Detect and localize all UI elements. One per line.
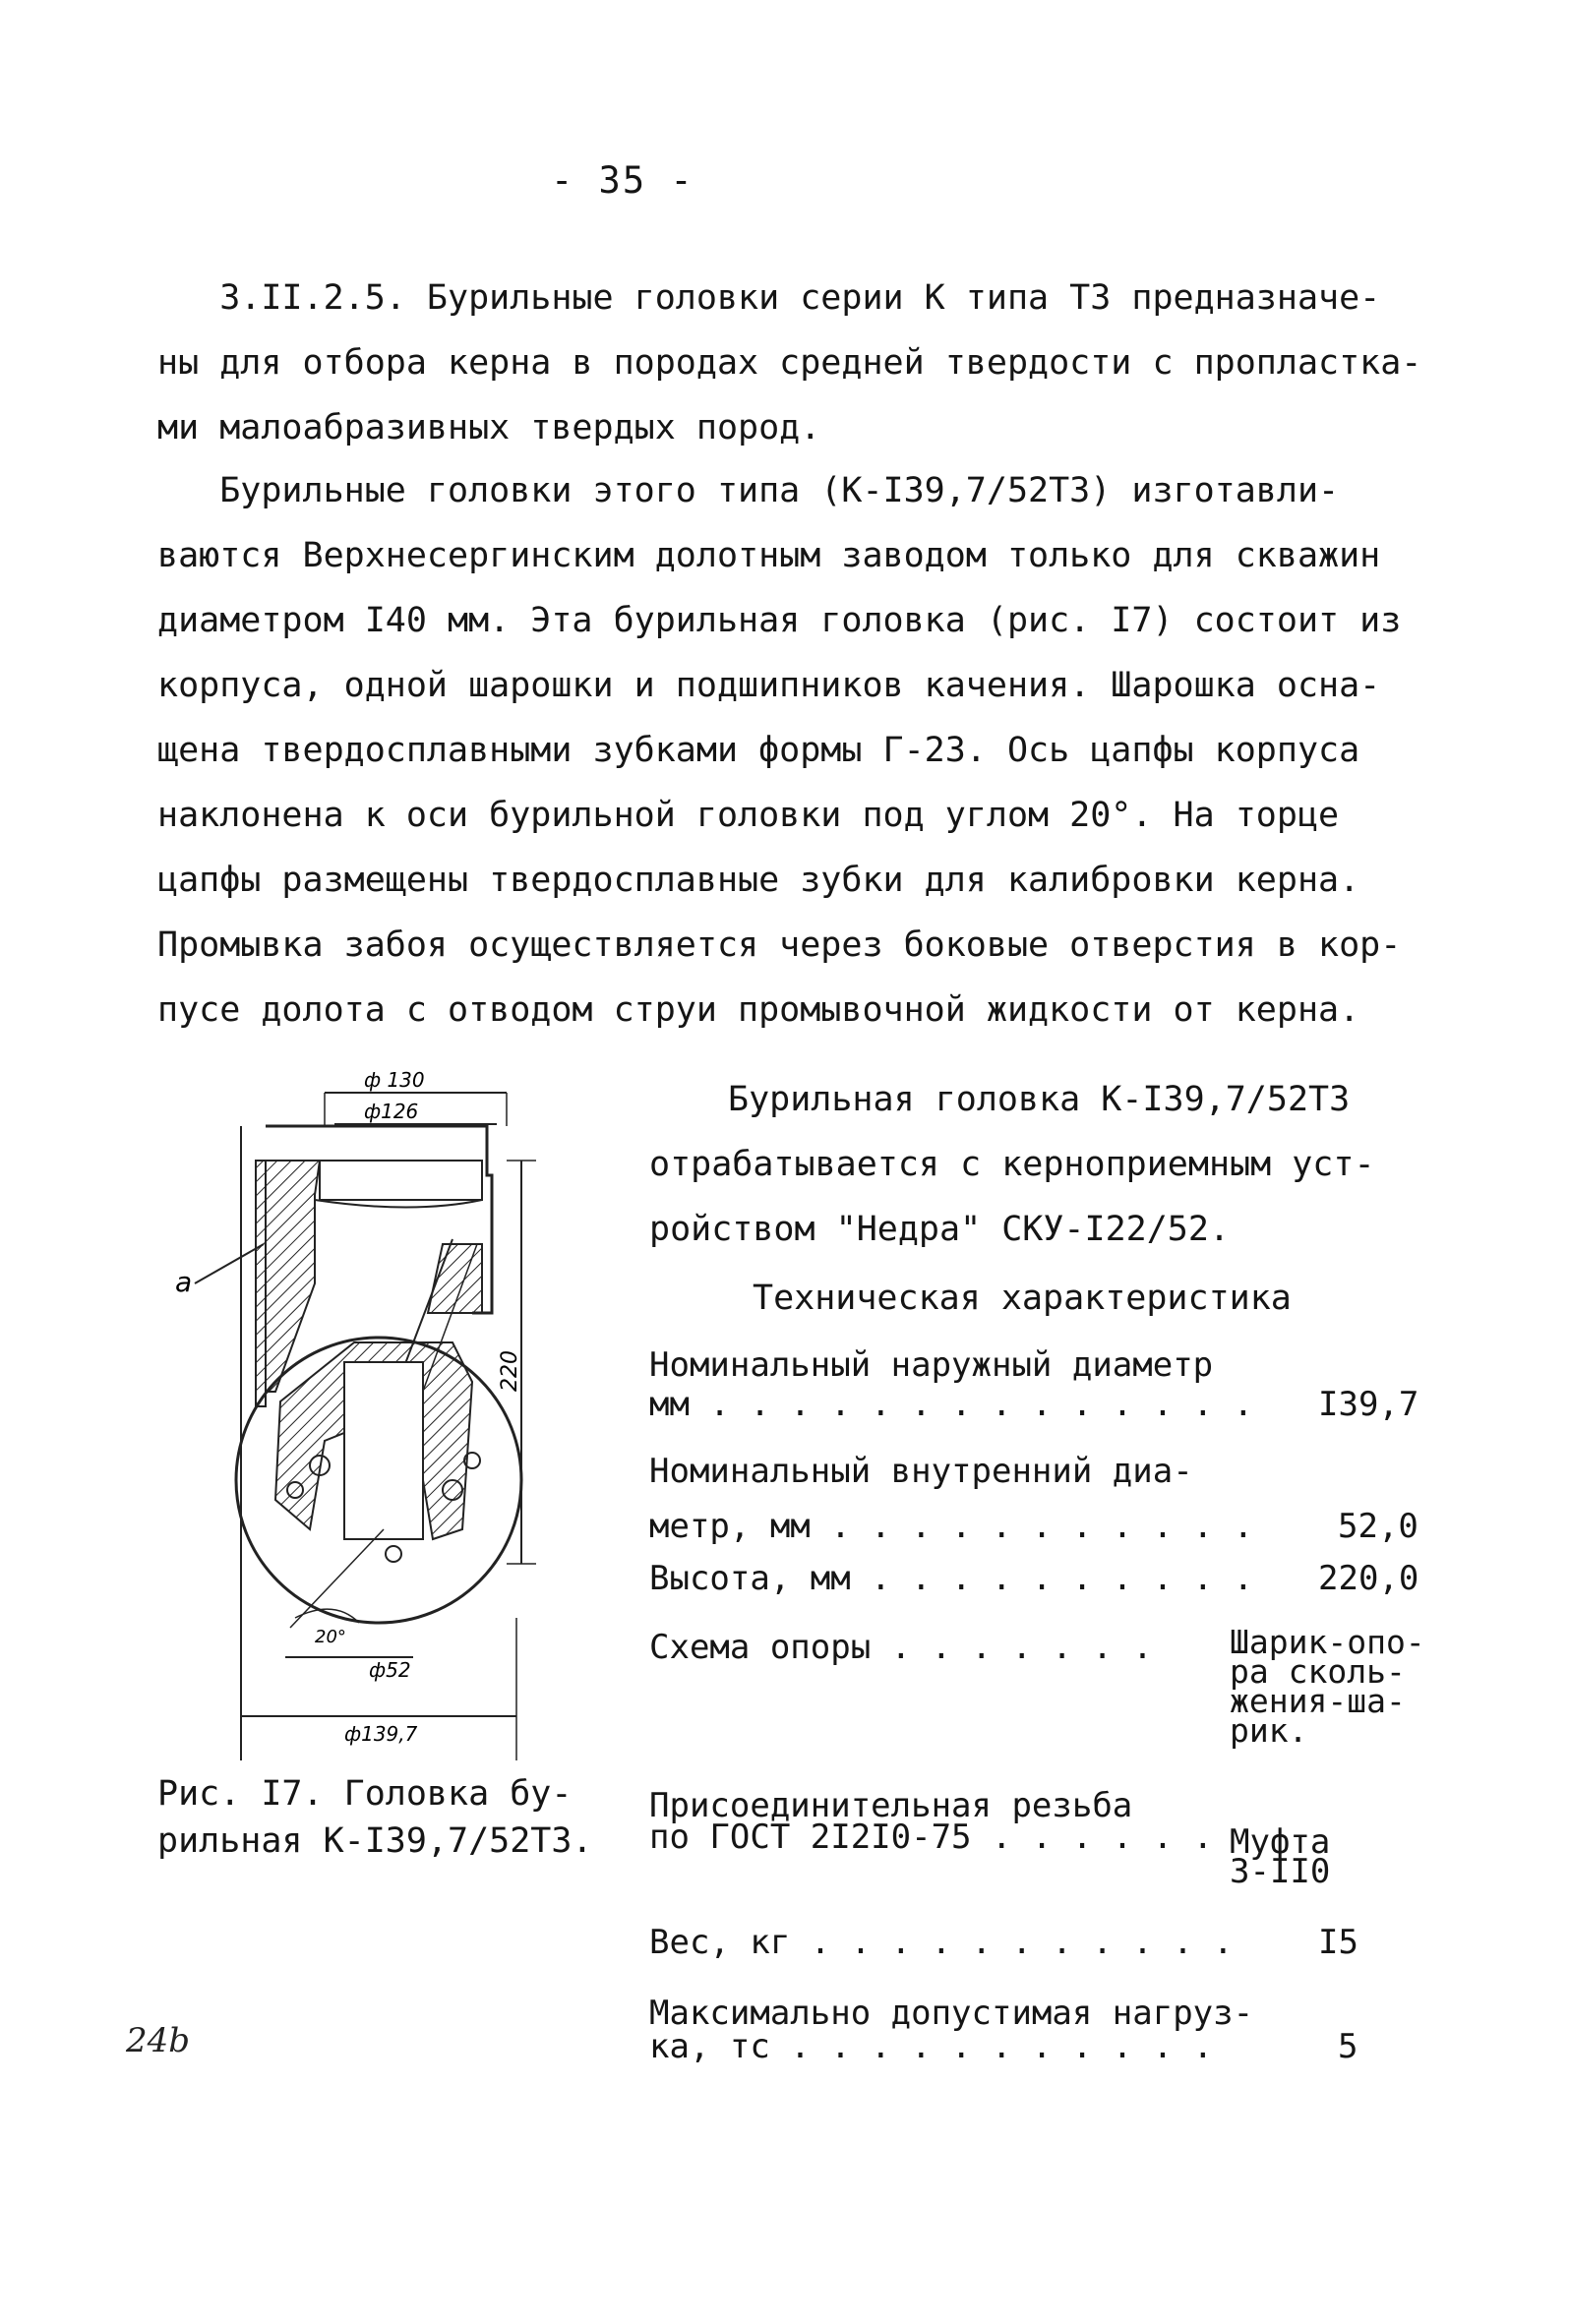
text-line: ваются Верхнесергинским долотным заводом только для скважин <box>157 536 1381 575</box>
figure-drill-head <box>148 1067 610 1795</box>
spec-value: рик. <box>1230 1711 1308 1750</box>
caption-line: рильная К-I39,7/52ТЗ. <box>157 1821 593 1861</box>
spec-label: Максимально допустимая нагруз- <box>649 1994 1254 2033</box>
spec-value: 220,0 <box>1318 1559 1419 1598</box>
spec-inner-diameter <box>649 1444 1436 1546</box>
spec-label: ка, тс . . . . . . . . . . . <box>649 2027 1214 2066</box>
spec-label: мм . . . . . . . . . . . . . . <box>649 1385 1254 1424</box>
text-line: ны для отбора керна в породах средней твердости с пропластка- <box>157 343 1422 383</box>
spec-value: I5 <box>1318 1923 1358 1962</box>
spec-outer-diameter <box>649 1345 1436 1434</box>
text-line: пусе долота с отводом струи промывочной жидкости от керна. <box>157 990 1360 1030</box>
text-line: 3.II.2.5. Бурильные головки серии К типа ТЗ предназначе- <box>157 278 1381 318</box>
dim-126-label: ф126 <box>364 1100 419 1123</box>
text-line: ройством "Недра" СКУ-I22/52. <box>649 1210 1231 1249</box>
dim-139-label: ф139,7 <box>344 1722 418 1746</box>
spec-value-multiline <box>1230 1623 1425 1750</box>
spec-label: Присоединительная резьба <box>649 1786 1133 1825</box>
text-line: Промывка забоя осуществляется через боковые отверстия в кор- <box>157 925 1402 965</box>
text-line: Бурильная головка К-I39,7/52ТЗ <box>728 1080 1351 1119</box>
dim-height-label: 220 <box>498 1350 522 1392</box>
body-wall <box>266 1161 320 1392</box>
angle-label: 20° <box>315 1627 346 1647</box>
part-a-label: а <box>175 1266 193 1298</box>
spec-weight <box>649 1923 1436 1972</box>
text-line: наклонена к оси бурильной головки под углом 20°. На торце <box>157 796 1340 835</box>
spec-max-load <box>649 1996 1436 2085</box>
paragraph-intro <box>157 266 1422 460</box>
spec-label: Номинальный внутренний диа- <box>649 1452 1193 1491</box>
spec-value: Шарик-опо- <box>1230 1623 1425 1661</box>
spec-label: Номинальный наружный диаметр <box>649 1345 1214 1385</box>
text-line: диаметром I40 мм. Эта бурильная головка (рис. I7) состоит из <box>157 601 1402 640</box>
text-line: отрабатывается с керноприемным уст- <box>649 1145 1375 1184</box>
spec-value: ра сколь- <box>1230 1652 1406 1691</box>
spec-thread <box>649 1786 1436 1898</box>
figure-caption <box>157 1770 593 1865</box>
paragraph-description <box>157 458 1417 1043</box>
spec-title: Техническая характеристика <box>753 1279 1292 1318</box>
text-line: щена твердосплавными зубками формы Г-23. Ось цапфы корпуса <box>157 731 1360 770</box>
text-line: цапфы размещены твердосплавные зубки для калибровки керна. <box>157 861 1360 900</box>
text-line: ми малоабразивных твердых пород. <box>157 408 821 447</box>
spec-value: 5 <box>1338 2027 1358 2066</box>
spec-support-scheme <box>649 1623 1466 1775</box>
spec-label: метр, мм . . . . . . . . . . . <box>649 1507 1254 1546</box>
drill-head-drawing <box>148 1067 610 1775</box>
spec-label: Высота, мм . . . . . . . . . . <box>649 1559 1254 1598</box>
spec-value: I39,7 <box>1318 1385 1419 1424</box>
text-line: корпуса, одной шарошки и подшипников качения. Шарошка осна- <box>157 666 1381 705</box>
handwritten-note: 24b <box>126 2021 191 2060</box>
spec-value: 3-II0 <box>1230 1852 1331 1891</box>
spec-label: Схема опоры . . . . . . . <box>649 1628 1153 1667</box>
dim-52-label: ф52 <box>369 1658 411 1682</box>
side-text <box>649 1067 1375 1262</box>
page-number: - 35 - <box>551 159 694 202</box>
dim-130-label: ф 130 <box>364 1068 425 1092</box>
spec-value: Муфта <box>1230 1822 1331 1862</box>
spec-value: жения-ша- <box>1230 1682 1406 1720</box>
spec-value-multiline <box>1230 1822 1331 1891</box>
spec-height <box>649 1559 1436 1608</box>
spec-label: по ГОСТ 2I2I0-75 . . . . . . <box>649 1817 1214 1857</box>
text-line: Бурильные головки этого типа (К-I39,7/52ТЗ) изготавли- <box>157 471 1340 510</box>
spec-label: Вес, кг . . . . . . . . . . . <box>649 1923 1234 1962</box>
spec-value: 52,0 <box>1338 1507 1418 1546</box>
caption-line: Рис. I7. Головка бу- <box>157 1774 573 1814</box>
